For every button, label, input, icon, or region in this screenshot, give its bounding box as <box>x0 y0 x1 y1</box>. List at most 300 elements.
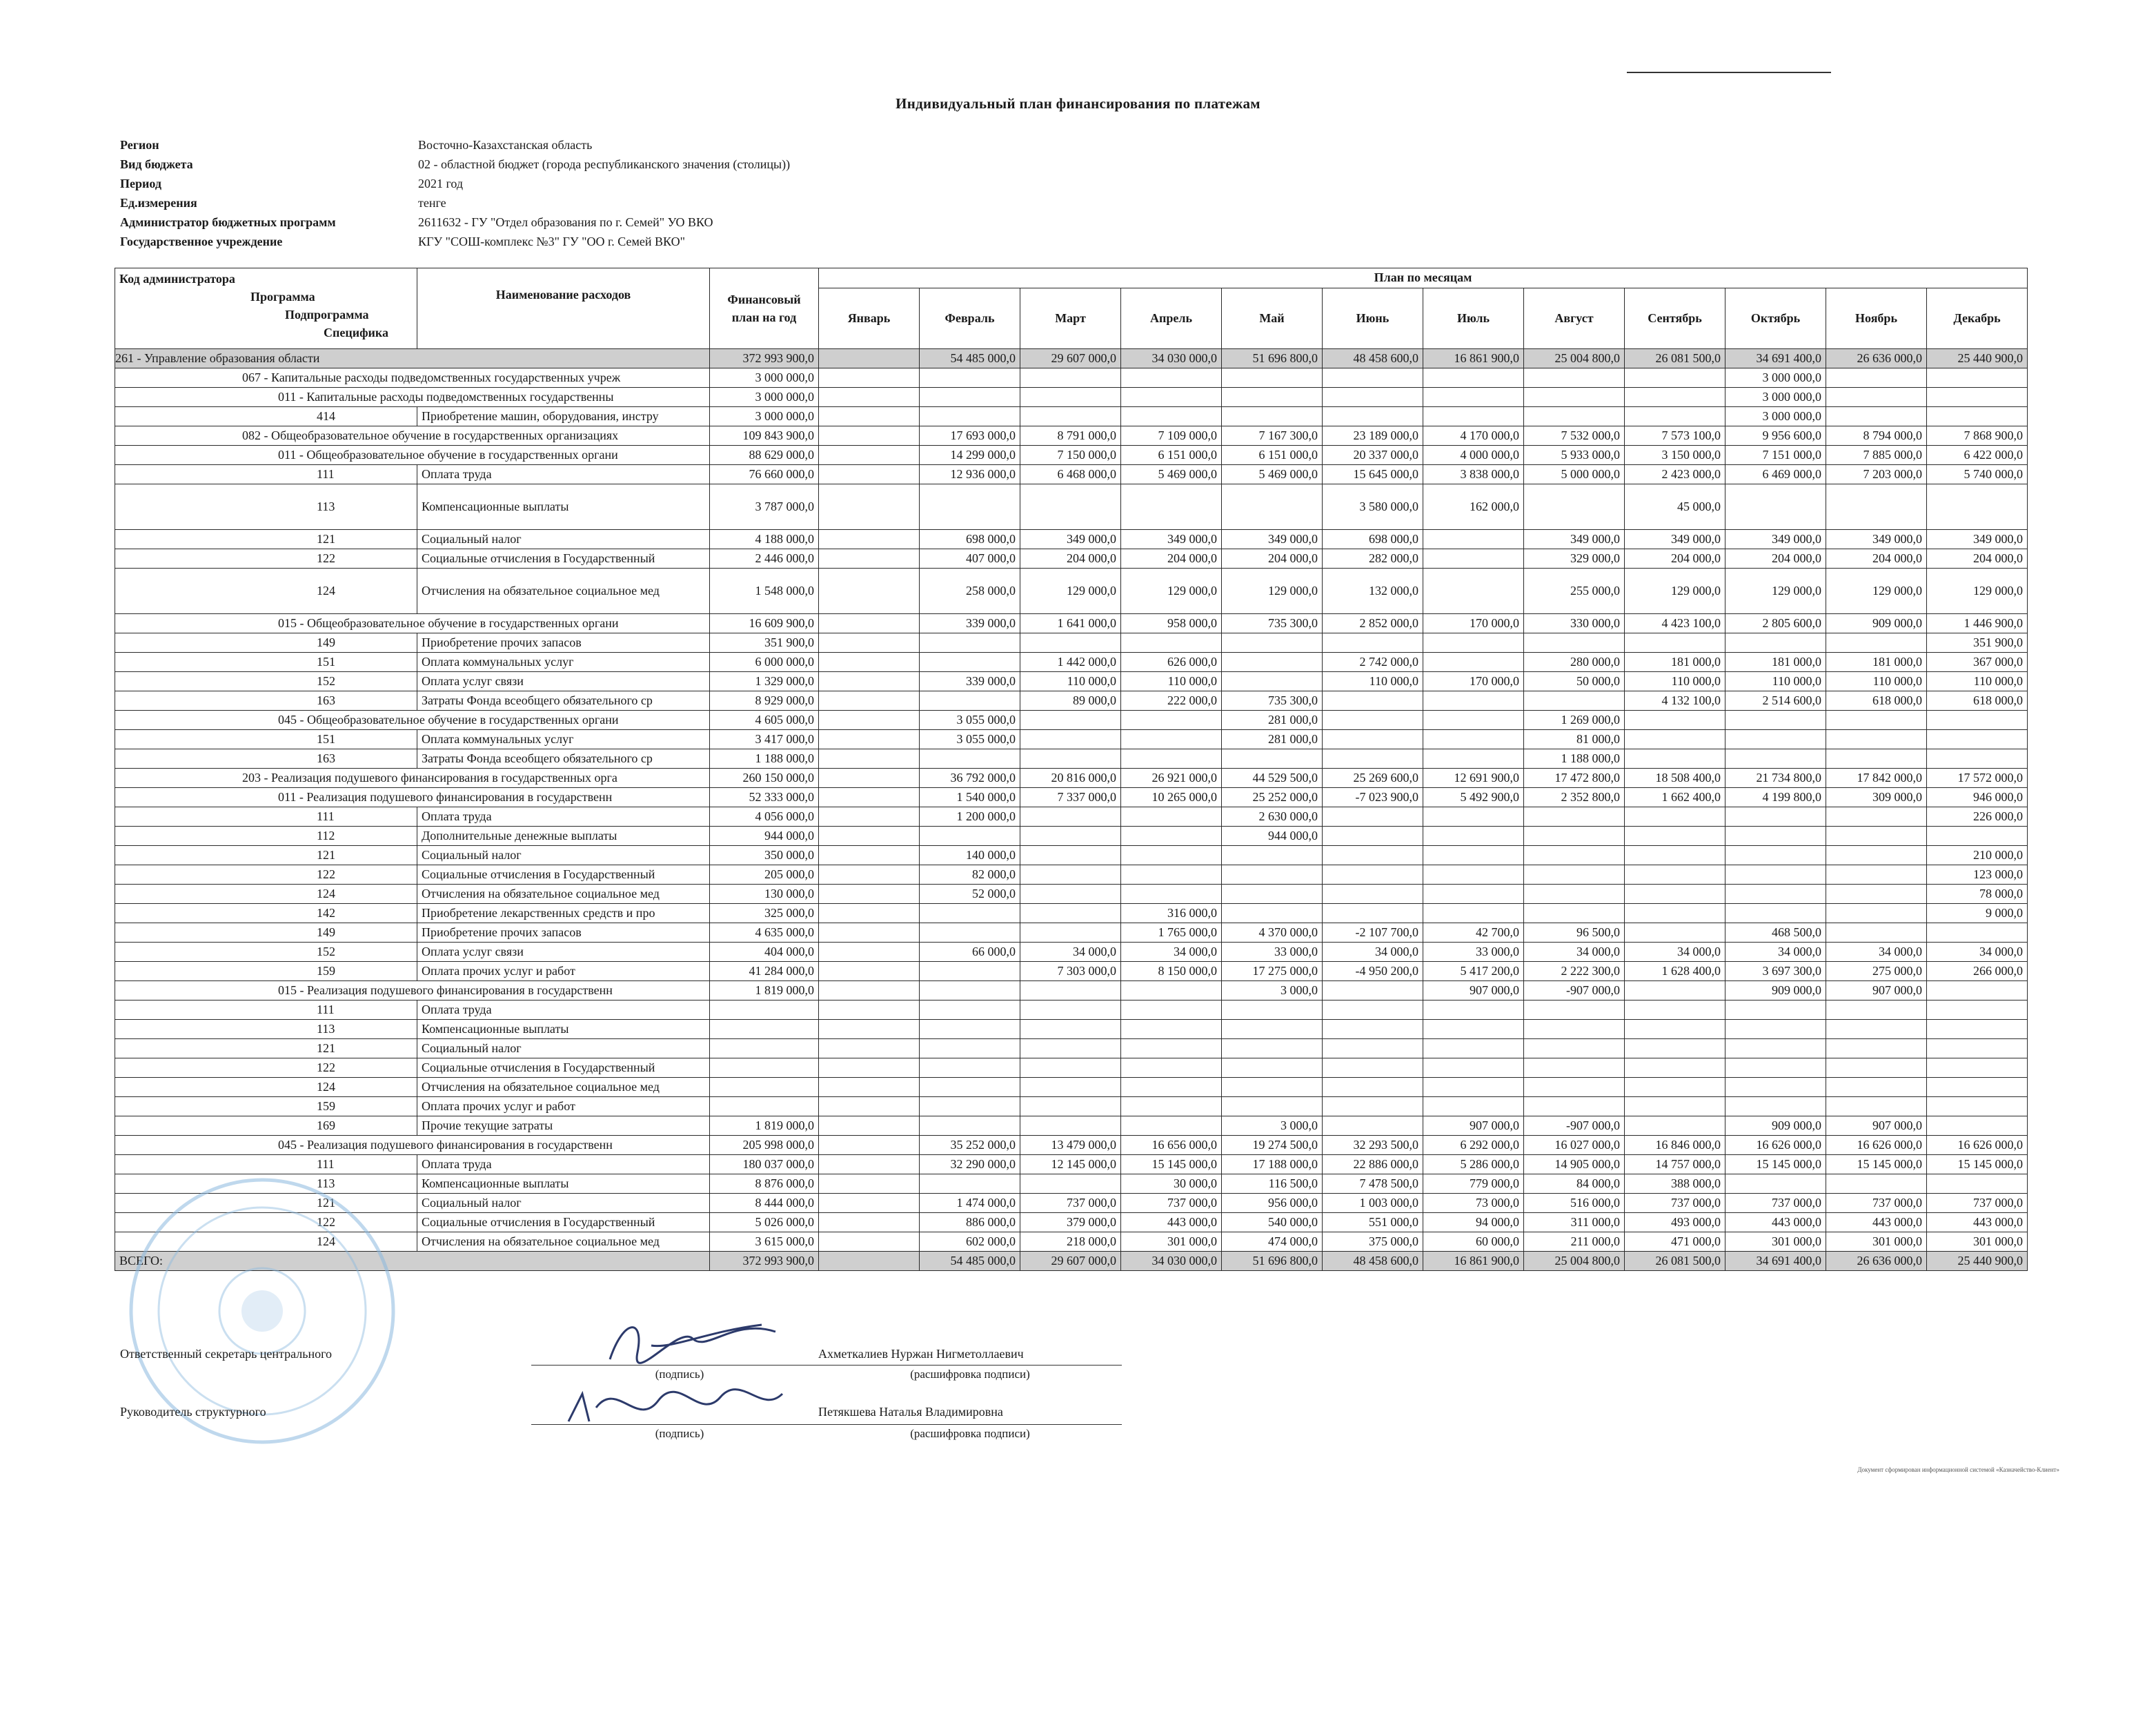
row-month-value <box>1222 388 1323 407</box>
row-month-value: 311 000,0 <box>1524 1213 1625 1232</box>
row-month-value: 266 000,0 <box>1927 962 2028 981</box>
row-month-value <box>1927 1097 2028 1116</box>
row-month-value: 204 000,0 <box>1927 549 2028 569</box>
row-month-value: 443 000,0 <box>1826 1213 1927 1232</box>
row-annual-plan: 3 000 000,0 <box>710 407 819 426</box>
row-month-value <box>1524 1039 1625 1058</box>
row-month-value <box>1725 1020 1826 1039</box>
row-annual-plan: 76 660 000,0 <box>710 465 819 484</box>
row-month-value: 958 000,0 <box>1121 614 1222 633</box>
row-month-value: 16 027 000,0 <box>1524 1136 1625 1155</box>
row-month-value: 7 532 000,0 <box>1524 426 1625 446</box>
row-month-value: 301 000,0 <box>1927 1232 2028 1252</box>
row-month-value: 275 000,0 <box>1826 962 1927 981</box>
row-month-value <box>1423 749 1524 769</box>
row-month-value: 26 636 000,0 <box>1826 349 1927 368</box>
row-month-value: 35 252 000,0 <box>920 1136 1020 1155</box>
row-expense-name: Приобретение прочих запасов <box>417 633 710 653</box>
row-month-value: 16 626 000,0 <box>1927 1136 2028 1155</box>
row-month-value: 34 000,0 <box>1725 943 1826 962</box>
month-header: Март <box>1020 288 1121 348</box>
row-month-value <box>1020 484 1121 530</box>
row-month-value <box>1625 1097 1725 1116</box>
row-annual-plan <box>710 1020 819 1039</box>
row-month-value <box>1524 1097 1625 1116</box>
row-specifics-code: 152 <box>115 672 417 691</box>
meta-value: 2021 год <box>418 176 464 190</box>
row-month-value <box>1423 530 1524 549</box>
row-month-value: 6 151 000,0 <box>1222 446 1323 465</box>
row-specifics-code: 163 <box>115 691 417 711</box>
table-row <box>115 943 2028 962</box>
row-month-value: 3 580 000,0 <box>1323 484 1423 530</box>
row-specifics-code: 111 <box>115 465 417 484</box>
row-month-value <box>1323 711 1423 730</box>
row-month-value <box>819 691 920 711</box>
table-row <box>115 633 2028 653</box>
row-month-value <box>1625 865 1725 885</box>
row-month-value: 129 000,0 <box>1625 569 1725 614</box>
row-month-value <box>1423 865 1524 885</box>
row-month-value <box>1121 730 1222 749</box>
total-month-value: 26 081 500,0 <box>1625 1252 1725 1271</box>
row-annual-plan: 350 000,0 <box>710 846 819 865</box>
row-month-value: 181 000,0 <box>1625 653 1725 672</box>
row-month-value: 204 000,0 <box>1725 549 1826 569</box>
row-expense-name: Оплата труда <box>417 807 710 827</box>
row-month-value: 907 000,0 <box>1423 1116 1524 1136</box>
row-annual-plan: 3 000 000,0 <box>710 368 819 388</box>
signer1-name-line <box>818 1365 1122 1366</box>
row-month-value: 12 936 000,0 <box>920 465 1020 484</box>
row-month-value: 129 000,0 <box>1826 569 1927 614</box>
row-month-value: 19 274 500,0 <box>1222 1136 1323 1155</box>
row-month-value: 110 000,0 <box>1323 672 1423 691</box>
row-month-value: 12 145 000,0 <box>1020 1155 1121 1174</box>
row-month-value: 8 150 000,0 <box>1121 962 1222 981</box>
row-month-value: 34 000,0 <box>1121 943 1222 962</box>
month-header: Сентябрь <box>1625 288 1725 348</box>
row-month-value <box>1020 885 1121 904</box>
row-month-value <box>1625 1020 1725 1039</box>
row-specifics-code: 149 <box>115 633 417 653</box>
row-month-value <box>819 1136 920 1155</box>
row-month-value: 20 337 000,0 <box>1323 446 1423 465</box>
row-month-value: 4 000 000,0 <box>1423 446 1524 465</box>
row-month-value <box>1121 846 1222 865</box>
row-month-value <box>1423 846 1524 865</box>
row-expense-name: Социальные отчисления в Государственный <box>417 865 710 885</box>
row-month-value <box>1725 904 1826 923</box>
row-month-value <box>819 1020 920 1039</box>
row-month-value <box>1323 807 1423 827</box>
meta-label: Администратор бюджетных программ <box>120 215 336 229</box>
row-month-value <box>1625 730 1725 749</box>
row-month-value <box>920 388 1020 407</box>
row-month-value <box>1222 1058 1323 1078</box>
row-month-value: 16 626 000,0 <box>1826 1136 1927 1155</box>
row-month-value <box>1020 1039 1121 1058</box>
row-expense-name: Отчисления на обязательное социальное мед <box>417 885 710 904</box>
meta-label: Государственное учреждение <box>120 234 283 248</box>
signer2-name-line <box>818 1424 1122 1425</box>
row-month-value <box>1625 1078 1725 1097</box>
row-month-value: 25 269 600,0 <box>1323 769 1423 788</box>
table-row <box>115 1155 2028 1174</box>
table-row <box>115 653 2028 672</box>
row-month-value: 618 000,0 <box>1826 691 1927 711</box>
row-month-value <box>1323 691 1423 711</box>
row-specifics-code: 113 <box>115 484 417 530</box>
row-month-value <box>1524 827 1625 846</box>
row-month-value <box>1020 827 1121 846</box>
row-month-value <box>1826 865 1927 885</box>
table-row <box>115 865 2028 885</box>
row-month-value: 407 000,0 <box>920 549 1020 569</box>
row-month-value <box>920 981 1020 1000</box>
row-month-value <box>1423 407 1524 426</box>
system-footer-note: Документ сформирован информационной системой «Казначейство-Клиент» <box>1857 1466 2059 1473</box>
row-month-value <box>920 827 1020 846</box>
row-month-value <box>1826 827 1927 846</box>
row-expense-name: Оплата коммунальных услуг <box>417 730 710 749</box>
row-month-value <box>1927 1000 2028 1020</box>
row-month-value <box>819 349 920 368</box>
row-month-value <box>1020 1020 1121 1039</box>
row-month-value: 339 000,0 <box>920 672 1020 691</box>
row-expense-name: Оплата труда <box>417 465 710 484</box>
row-annual-plan <box>710 1097 819 1116</box>
row-annual-plan: 4 605 000,0 <box>710 711 819 730</box>
row-month-value <box>1020 730 1121 749</box>
row-month-value: 3 838 000,0 <box>1423 465 1524 484</box>
row-specifics-code: 124 <box>115 1078 417 1097</box>
table-row <box>115 1116 2028 1136</box>
table-row <box>115 672 2028 691</box>
row-month-value: 301 000,0 <box>1826 1232 1927 1252</box>
row-specifics-code: 149 <box>115 923 417 943</box>
row-month-value: -907 000,0 <box>1524 1116 1625 1136</box>
row-month-value <box>1927 1174 2028 1194</box>
row-month-value <box>819 1078 920 1097</box>
row-month-value: 909 000,0 <box>1725 1116 1826 1136</box>
row-expense-name: Социальный налог <box>417 1039 710 1058</box>
row-month-value: 33 000,0 <box>1222 943 1323 962</box>
row-month-value <box>1826 407 1927 426</box>
row-annual-plan: 325 000,0 <box>710 904 819 923</box>
row-month-value <box>1524 368 1625 388</box>
row-expense-name: Приобретение машин, оборудования, инстру <box>417 407 710 426</box>
row-specifics-code: 122 <box>115 549 417 569</box>
row-annual-plan <box>710 1058 819 1078</box>
row-month-value <box>1423 1000 1524 1020</box>
row-month-value <box>819 943 920 962</box>
row-specifics-code: 163 <box>115 749 417 769</box>
row-month-value <box>1826 730 1927 749</box>
row-specifics-code: 151 <box>115 730 417 749</box>
row-expense-name: Приобретение прочих запасов <box>417 923 710 943</box>
row-month-value: 34 000,0 <box>1020 943 1121 962</box>
top-rule <box>1627 72 1831 73</box>
row-month-value: 6 422 000,0 <box>1927 446 2028 465</box>
row-annual-plan: 351 900,0 <box>710 633 819 653</box>
table-row <box>115 388 2028 407</box>
row-expense-name: Прочие текущие затраты <box>417 1116 710 1136</box>
row-month-value: 129 000,0 <box>1222 569 1323 614</box>
row-month-value <box>1222 1039 1323 1058</box>
row-month-value: 7 478 500,0 <box>1323 1174 1423 1194</box>
row-month-value <box>1121 1039 1222 1058</box>
row-month-value: 779 000,0 <box>1423 1174 1524 1194</box>
row-month-value <box>819 807 920 827</box>
row-month-value <box>1121 1116 1222 1136</box>
row-month-value: 737 000,0 <box>1020 1194 1121 1213</box>
row-month-value: 551 000,0 <box>1323 1213 1423 1232</box>
row-annual-plan: 1 548 000,0 <box>710 569 819 614</box>
row-month-value <box>819 388 920 407</box>
row-month-value <box>1524 1078 1625 1097</box>
row-expense-name: Затраты Фонда всеобщего обязательного ср <box>417 749 710 769</box>
row-month-value: 2 352 800,0 <box>1524 788 1625 807</box>
row-month-value <box>1826 1039 1927 1058</box>
row-month-value: 301 000,0 <box>1121 1232 1222 1252</box>
row-month-value <box>920 484 1020 530</box>
row-month-value: 14 905 000,0 <box>1524 1155 1625 1174</box>
row-specifics-code: 113 <box>115 1020 417 1039</box>
row-month-value <box>1725 846 1826 865</box>
row-month-value: 34 000,0 <box>1826 943 1927 962</box>
row-specifics-code: 121 <box>115 846 417 865</box>
row-month-value: 32 290 000,0 <box>920 1155 1020 1174</box>
row-month-value: 5 286 000,0 <box>1423 1155 1524 1174</box>
row-expense-name: Компенсационные выплаты <box>417 484 710 530</box>
row-month-value: 1 474 000,0 <box>920 1194 1020 1213</box>
row-month-value: 116 500,0 <box>1222 1174 1323 1194</box>
row-month-value: 84 000,0 <box>1524 1174 1625 1194</box>
row-month-value <box>1524 904 1625 923</box>
row-month-value: 349 000,0 <box>1020 530 1121 549</box>
row-month-value <box>1524 865 1625 885</box>
row-month-value: 218 000,0 <box>1020 1232 1121 1252</box>
row-month-value <box>1625 923 1725 943</box>
row-month-value <box>1725 1078 1826 1097</box>
row-annual-plan: 404 000,0 <box>710 943 819 962</box>
row-month-value <box>1625 827 1725 846</box>
row-expense-name: Затраты Фонда всеобщего обязательного ср <box>417 691 710 711</box>
row-month-value: 349 000,0 <box>1826 530 1927 549</box>
total-month-value: 26 636 000,0 <box>1826 1252 1927 1271</box>
row-month-value <box>1323 1039 1423 1058</box>
row-month-value: 60 000,0 <box>1423 1232 1524 1252</box>
row-month-value: 14 299 000,0 <box>920 446 1020 465</box>
row-month-value: 2 805 600,0 <box>1725 614 1826 633</box>
row-code-title: 015 - Общеобразовательное обучение в государственных органи <box>115 614 710 633</box>
row-month-value <box>1121 484 1222 530</box>
row-month-value <box>1927 749 2028 769</box>
table-row <box>115 614 2028 633</box>
row-month-value: 110 000,0 <box>1725 672 1826 691</box>
row-month-value <box>1020 407 1121 426</box>
row-month-value <box>1020 1078 1121 1097</box>
row-month-value <box>1725 484 1826 530</box>
row-month-value <box>1323 981 1423 1000</box>
row-month-value: 132 000,0 <box>1323 569 1423 614</box>
row-month-value: 48 458 600,0 <box>1323 349 1423 368</box>
row-month-value <box>1423 569 1524 614</box>
row-month-value: 1 269 000,0 <box>1524 711 1625 730</box>
row-month-value: 42 700,0 <box>1423 923 1524 943</box>
month-header: Август <box>1524 288 1625 348</box>
row-month-value: 110 000,0 <box>1625 672 1725 691</box>
table-row <box>115 446 2028 465</box>
row-month-value <box>920 749 1020 769</box>
month-header: Декабрь <box>1927 288 2028 348</box>
row-month-value <box>819 407 920 426</box>
row-annual-plan: 6 000 000,0 <box>710 653 819 672</box>
row-month-value: 78 000,0 <box>1927 885 2028 904</box>
row-month-value: 29 607 000,0 <box>1020 349 1121 368</box>
row-month-value: 339 000,0 <box>920 614 1020 633</box>
row-month-value: 9 956 600,0 <box>1725 426 1826 446</box>
row-expense-name: Оплата услуг связи <box>417 672 710 691</box>
meta-value: 02 - областной бюджет (города республиканского значения (столицы)) <box>418 157 791 171</box>
row-month-value: 33 000,0 <box>1423 943 1524 962</box>
row-month-value <box>1423 807 1524 827</box>
row-expense-name: Социальные отчисления в Государственный <box>417 1213 710 1232</box>
row-month-value: 602 000,0 <box>920 1232 1020 1252</box>
row-month-value: 349 000,0 <box>1222 530 1323 549</box>
row-month-value: 222 000,0 <box>1121 691 1222 711</box>
row-month-value: 443 000,0 <box>1121 1213 1222 1232</box>
row-annual-plan: 260 150 000,0 <box>710 769 819 788</box>
row-month-value <box>1121 1058 1222 1078</box>
signer1-name: Ахметкалиев Нуржан Нигметоллаевич <box>818 1347 1024 1361</box>
row-month-value: 89 000,0 <box>1020 691 1121 711</box>
row-month-value: 73 000,0 <box>1423 1194 1524 1213</box>
row-month-value: 351 900,0 <box>1927 633 2028 653</box>
row-month-value: 6 469 000,0 <box>1725 465 1826 484</box>
row-month-value: 443 000,0 <box>1725 1213 1826 1232</box>
row-month-value <box>1222 1078 1323 1097</box>
row-month-value <box>819 530 920 549</box>
row-month-value <box>1826 711 1927 730</box>
row-month-value <box>819 730 920 749</box>
row-month-value <box>1524 484 1625 530</box>
row-month-value <box>920 633 1020 653</box>
row-month-value <box>1625 633 1725 653</box>
row-annual-plan: 1 819 000,0 <box>710 981 819 1000</box>
row-month-value: 13 479 000,0 <box>1020 1136 1121 1155</box>
total-month-value: 54 485 000,0 <box>920 1252 1020 1271</box>
row-month-value <box>1222 846 1323 865</box>
row-month-value: 4 199 800,0 <box>1725 788 1826 807</box>
row-month-value <box>1323 730 1423 749</box>
table-row <box>115 885 2028 904</box>
row-month-value <box>1423 711 1524 730</box>
row-month-value <box>1423 730 1524 749</box>
table-row <box>115 769 2028 788</box>
row-month-value <box>1625 981 1725 1000</box>
row-month-value <box>920 1000 1020 1020</box>
meta-row <box>120 193 790 213</box>
row-code-title: 011 - Общеобразовательное обучение в государственных органи <box>115 446 710 465</box>
row-month-value: 2 630 000,0 <box>1222 807 1323 827</box>
row-month-value <box>1222 1097 1323 1116</box>
total-month-value: 16 861 900,0 <box>1423 1252 1524 1271</box>
row-month-value <box>1323 1058 1423 1078</box>
row-month-value: 944 000,0 <box>1222 827 1323 846</box>
table-row <box>115 530 2028 549</box>
row-month-value <box>819 1194 920 1213</box>
row-month-value: 540 000,0 <box>1222 1213 1323 1232</box>
row-month-value <box>819 368 920 388</box>
row-month-value: 16 656 000,0 <box>1121 1136 1222 1155</box>
row-month-value <box>1524 388 1625 407</box>
row-month-value <box>1020 388 1121 407</box>
meta-label: Период <box>120 176 161 190</box>
row-month-value: 698 000,0 <box>1323 530 1423 549</box>
row-month-value <box>1423 368 1524 388</box>
row-code-title: 082 - Общеобразовательное обучение в государственных организациях <box>115 426 710 446</box>
row-code-title: 203 - Реализация подушевого финансирования в государственных орга <box>115 769 710 788</box>
row-month-value <box>1927 981 2028 1000</box>
header-program: Программа <box>250 290 315 304</box>
row-month-value: -2 107 700,0 <box>1323 923 1423 943</box>
row-month-value <box>1222 653 1323 672</box>
row-expense-name: Социальные отчисления в Государственный <box>417 1058 710 1078</box>
table-row <box>115 1078 2028 1097</box>
total-month-value: 25 004 800,0 <box>1524 1252 1625 1271</box>
row-month-value: 1 628 400,0 <box>1625 962 1725 981</box>
row-month-value: 735 300,0 <box>1222 614 1323 633</box>
row-month-value <box>920 407 1020 426</box>
row-month-value: 110 000,0 <box>1020 672 1121 691</box>
row-month-value: -7 023 900,0 <box>1323 788 1423 807</box>
row-month-value: 1 200 000,0 <box>920 807 1020 827</box>
row-month-value <box>1121 749 1222 769</box>
row-specifics-code: 122 <box>115 1058 417 1078</box>
signer1-name-caption: (расшифровка подписи) <box>910 1368 1030 1381</box>
row-month-value <box>1625 1058 1725 1078</box>
row-month-value: 7 868 900,0 <box>1927 426 2028 446</box>
row-month-value: 737 000,0 <box>1725 1194 1826 1213</box>
row-month-value <box>1020 368 1121 388</box>
row-month-value: 16 846 000,0 <box>1625 1136 1725 1155</box>
row-month-value: 34 000,0 <box>1524 943 1625 962</box>
row-month-value: 1 765 000,0 <box>1121 923 1222 943</box>
row-annual-plan: 16 609 900,0 <box>710 614 819 633</box>
row-month-value: 907 000,0 <box>1826 981 1927 1000</box>
row-month-value: 2 514 600,0 <box>1725 691 1826 711</box>
meta-row <box>120 213 790 232</box>
total-month-value: 51 696 800,0 <box>1222 1252 1323 1271</box>
row-month-value <box>1625 407 1725 426</box>
row-month-value: 82 000,0 <box>920 865 1020 885</box>
row-month-value: 94 000,0 <box>1423 1213 1524 1232</box>
row-month-value: 1 446 900,0 <box>1927 614 2028 633</box>
row-month-value <box>1826 904 1927 923</box>
row-month-value: 15 145 000,0 <box>1121 1155 1222 1174</box>
row-month-value <box>1423 691 1524 711</box>
row-month-value <box>1222 672 1323 691</box>
row-month-value: 170 000,0 <box>1423 672 1524 691</box>
table-row <box>115 1097 2028 1116</box>
table-row <box>115 1058 2028 1078</box>
row-month-value <box>1222 865 1323 885</box>
row-code-title: 261 - Управление образования области <box>115 349 710 368</box>
row-month-value <box>1625 904 1725 923</box>
row-month-value: 6 151 000,0 <box>1121 446 1222 465</box>
